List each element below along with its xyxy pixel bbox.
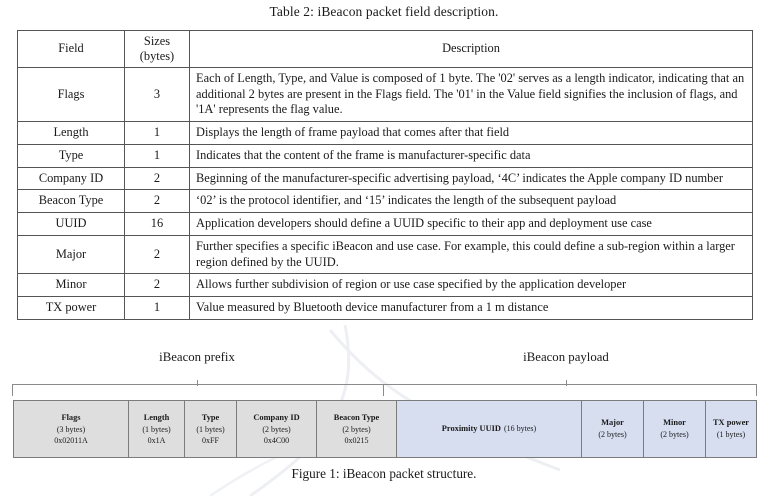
bracket-tick-prefix — [197, 380, 198, 386]
packet-field-name: Major — [601, 418, 624, 428]
packet-field-bytes: (2 bytes) — [660, 430, 689, 440]
ibeacon-field-table — [17, 30, 752, 320]
cell-size: 1 — [125, 144, 190, 167]
cell-field: Length — [18, 122, 125, 145]
cell-size: 2 — [125, 274, 190, 297]
figure-caption: Figure 1: iBeacon packet structure. — [291, 466, 477, 481]
packet-field-hex: 0x0215 — [344, 435, 369, 445]
packet-field-name: Beacon Type — [333, 412, 380, 422]
packet-field-bytes: (2 bytes) — [262, 424, 291, 434]
packet-field-hex: 0x1A — [147, 435, 166, 445]
packet-field-name: Type — [201, 412, 220, 422]
bracket-label-payload: iBeacon payload — [523, 350, 609, 364]
cell-size: 3 — [125, 67, 190, 121]
cell-field: Type — [18, 144, 125, 167]
packet-field-company-id — [237, 401, 317, 457]
cell-description: Application developers should define a UUID specific to their app and deployment use case — [190, 213, 753, 236]
packet-field-name: Company ID — [253, 412, 300, 422]
column-header-sizes-line1: Sizes — [143, 34, 171, 48]
cell-description: Each of Length, Type, and Value is composed of 1 byte. The '02' serves as a length indicator, indicating that an additional 2 bytes are present in the Flags field. The '01' in the Value field signifies the inclusion of flags, and '1A' represents the flag value. — [190, 67, 753, 121]
cell-field: TX power — [18, 297, 125, 320]
packet-field-bytes: (1 bytes) — [142, 424, 171, 434]
cell-field: UUID — [18, 213, 125, 236]
cell-field: Major — [18, 235, 125, 274]
table-row — [18, 167, 753, 190]
column-header-sizes — [125, 31, 190, 68]
packet-field-name: Proximity UUID — [441, 424, 501, 434]
packet-field-beacon-type — [317, 401, 397, 457]
table-header-row — [18, 31, 753, 68]
cell-size: 1 — [125, 122, 190, 145]
packet-field-hex: 0x02011A — [54, 435, 88, 445]
bracket-tick-payload — [566, 380, 567, 386]
packet-field-bytes: (16 bytes) — [503, 424, 537, 434]
bracket-labels — [0, 350, 768, 370]
cell-size: 16 — [125, 213, 190, 236]
table-caption: Table 2: iBeacon packet field description. — [269, 4, 499, 19]
bracket-group — [0, 380, 768, 398]
table-row — [18, 67, 753, 121]
column-header-field: Field — [18, 31, 125, 68]
column-header-description: Description — [190, 31, 753, 68]
cell-description: Allows further subdivision of region or use case specified by the application developer — [190, 274, 753, 297]
cell-size: 2 — [125, 167, 190, 190]
packet-field-name: TX power — [712, 418, 750, 428]
packet-field-name: Length — [143, 412, 170, 422]
cell-size: 2 — [125, 235, 190, 274]
cell-description: Value measured by Bluetooth device manufacturer from a 1 m distance — [190, 297, 753, 320]
bracket-label-prefix: iBeacon prefix — [159, 350, 235, 364]
cell-field: Beacon Type — [18, 190, 125, 213]
packet-field-length — [129, 401, 185, 457]
cell-description: Further specifies a specific iBeacon and use case. For example, this could define a sub-region within a larger region defined by the UUID. — [190, 235, 753, 274]
packet-field-proximity-uuid — [397, 401, 582, 457]
packet-field-flags — [14, 401, 129, 457]
packet-field-tx-power — [706, 401, 756, 457]
table-row — [18, 144, 753, 167]
bracket-prefix — [12, 384, 384, 396]
table-row — [18, 190, 753, 213]
cell-size: 2 — [125, 190, 190, 213]
cell-description: Beginning of the manufacturer-specific advertising payload, ‘4C’ indicates the Apple company ID number — [190, 167, 753, 190]
column-header-sizes-line2: (bytes) — [139, 48, 175, 63]
table-row — [18, 213, 753, 236]
table-row — [18, 274, 753, 297]
cell-field: Company ID — [18, 167, 125, 190]
packet-field-bytes: (1 bytes) — [716, 430, 746, 440]
cell-description: Indicates that the content of the frame is manufacturer-specific data — [190, 144, 753, 167]
bracket-payload — [383, 384, 757, 396]
cell-description: ‘02’ is the protocol identifier, and ‘15’ indicates the length of the subsequent payload — [190, 190, 753, 213]
table-row — [18, 235, 753, 274]
packet-field-bytes: (1 bytes) — [196, 424, 225, 434]
packet-field-bytes: (3 bytes) — [56, 424, 86, 434]
packet-diagram — [13, 400, 757, 458]
cell-size: 1 — [125, 297, 190, 320]
table-row — [18, 122, 753, 145]
packet-field-name: Minor — [663, 418, 686, 428]
packet-field-major — [582, 401, 644, 457]
packet-field-name: Flags — [61, 412, 81, 422]
cell-field: Minor — [18, 274, 125, 297]
cell-description: Displays the length of frame payload that comes after that field — [190, 122, 753, 145]
packet-field-type — [185, 401, 237, 457]
packet-field-hex: 0x4C00 — [263, 435, 290, 445]
packet-field-bytes: (2 bytes) — [342, 424, 371, 434]
table-row — [18, 297, 753, 320]
packet-field-hex: 0xFF — [202, 435, 219, 445]
packet-structure-figure — [0, 336, 768, 496]
packet-field-bytes: (2 bytes) — [598, 430, 627, 440]
packet-field-minor — [644, 401, 706, 457]
cell-field: Flags — [18, 67, 125, 121]
